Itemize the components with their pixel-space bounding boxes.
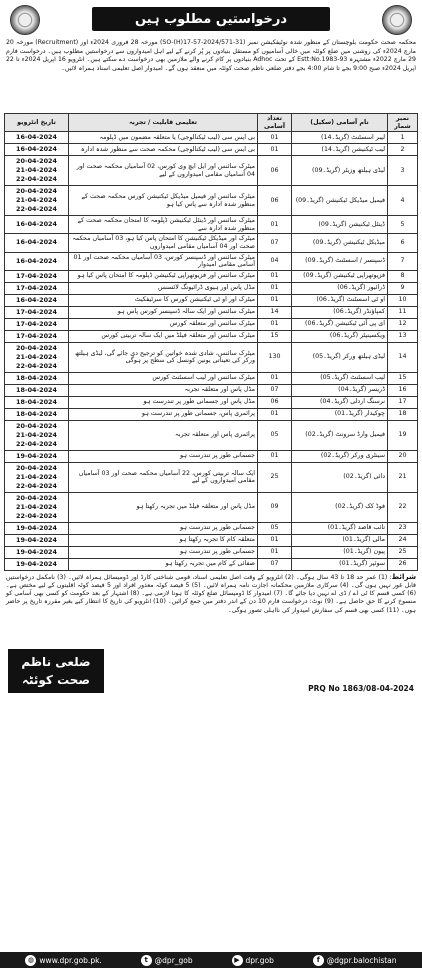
intro-paragraph: محکمہ صحت حکومت بلوچستان کے منظور شدہ نوٹیفکیشن نمبر (SO-(H)17-57-2024/571-31) مورخہ 28 فروری 2024ء اور (Recruitment) مورخہ 20 مارچ 2024ء کی روشنی میں ضلع کوئٹہ میں خالی آسامیوں کو مستقل بنیادوں پر پُر کرنے کے لیے اہل امیدواروں سے درخواستیں مطلوب ہیں۔ درخواست فارم 29 مارچ 2022ء مشتہرہ Estt:No.1983-93 کے تحت Adhoc بنیادوں پر کام کرنے والے ملازمین بھی درخواست دے سکتے ہیں۔ انٹرویو 16 اپریل 2024ء تا 22 اپریل 2024ء صبح 9:00 بجے تا شام 4:00 بجے دفتر ضلعی ناظم صحت کوئٹہ میں منعقد ہوں گے۔ امیدوار اصل تعلیمی اسناد ہمراہ لائیں۔ xyxy=(6,39,417,72)
row-interview-dates xyxy=(5,132,69,144)
row-interview-dates xyxy=(5,294,69,306)
row-interview-dates xyxy=(5,342,69,372)
row-qualification: ایک سالہ تربیتی کورس، 22 آسامیاں محکمہ صحت اور 03 آسامیاں مقامی امیدواروں کے لیے xyxy=(69,462,258,492)
interview-date: 16-04-2024 xyxy=(16,145,57,154)
interview-date: 17-04-2024 xyxy=(16,283,57,292)
row-serial: 10 xyxy=(388,294,418,306)
row-serial: 3 xyxy=(388,156,418,186)
row-count: 01 xyxy=(258,534,292,546)
row-count: 07 xyxy=(258,234,292,252)
table-row xyxy=(5,546,418,558)
row-serial: 20 xyxy=(388,450,418,462)
row-count: 01 xyxy=(258,294,292,306)
footer-youtube[interactable] xyxy=(232,955,274,966)
row-interview-dates xyxy=(5,522,69,534)
row-post: فوڈ کک (گریڈ۔02) xyxy=(292,492,388,522)
row-count: 01 xyxy=(258,132,292,144)
interview-date: 22-04-2024 xyxy=(16,481,57,490)
interview-date: 21-04-2024 xyxy=(16,472,57,481)
row-post: لیڈی ہیلتھ وزیٹر (گریڈ۔09) xyxy=(292,156,388,186)
website-text: www.dpr.gob.pk. xyxy=(39,955,102,965)
row-post: مالی (گریڈ۔01) xyxy=(292,534,388,546)
row-interview-dates xyxy=(5,186,69,216)
row-serial: 21 xyxy=(388,462,418,492)
interview-date: 16-04-2024 xyxy=(16,295,57,304)
row-post: او ٹی اسسٹنٹ (گریڈ۔06) xyxy=(292,294,388,306)
row-interview-dates xyxy=(5,144,69,156)
row-serial: 7 xyxy=(388,252,418,270)
table-row xyxy=(5,186,418,216)
page-title: درخواستیں مطلوب ہیں xyxy=(92,7,330,31)
interview-date: 18-04-2024 xyxy=(16,373,57,382)
table-row xyxy=(5,450,418,462)
interview-date: 20-04-2024 xyxy=(16,187,57,196)
row-post: میڈیکل ٹیکنیشن (گریڈ۔09) xyxy=(292,234,388,252)
row-qualification: میٹرک سائنس اور ڈینٹل ٹیکنیشن ڈپلومہ کا امتحان محکمہ صحت کے منظور شدہ ادارہ سے xyxy=(69,216,258,234)
row-serial: 9 xyxy=(388,282,418,294)
row-serial: 19 xyxy=(388,420,418,450)
row-count: 04 xyxy=(258,252,292,270)
row-post: چوکیدار (گریڈ۔01) xyxy=(292,408,388,420)
row-post: ویکسینیٹر (گریڈ۔06) xyxy=(292,330,388,342)
header-post: نام آسامی (سکیل) xyxy=(292,114,388,132)
row-interview-dates xyxy=(5,396,69,408)
row-serial: 14 xyxy=(388,342,418,372)
row-count: 06 xyxy=(258,186,292,216)
row-post: ای پی آئی ٹیکنیشن (گریڈ۔06) xyxy=(292,318,388,330)
header-qualification: تعلیمی قابلیت / تجربہ xyxy=(69,114,258,132)
interview-date: 20-04-2024 xyxy=(16,463,57,472)
interview-date: 16-04-2024 xyxy=(16,256,57,265)
row-serial: 23 xyxy=(388,522,418,534)
interview-date: 18-04-2024 xyxy=(16,397,57,406)
row-qualification: مڈل پاس اور متعلقہ تجربہ xyxy=(69,384,258,396)
row-interview-dates xyxy=(5,420,69,450)
prq-number: PRQ No 1863/08-04-2024 xyxy=(308,683,414,693)
row-interview-dates xyxy=(5,306,69,318)
row-interview-dates xyxy=(5,216,69,234)
signature-box xyxy=(8,649,104,693)
interview-date: 22-04-2024 xyxy=(16,205,57,214)
row-qualification: میٹرک اور او ٹی ٹیکنیشن کورس کا سرٹیفکیٹ xyxy=(69,294,258,306)
table-row xyxy=(5,132,418,144)
table-row xyxy=(5,270,418,282)
row-count: 05 xyxy=(258,522,292,534)
table-header-row xyxy=(5,114,418,132)
row-post: کمپاؤنڈر (گریڈ۔06) xyxy=(292,306,388,318)
table-row xyxy=(5,294,418,306)
row-serial: 4 xyxy=(388,186,418,216)
row-interview-dates xyxy=(5,234,69,252)
footer-twitter[interactable] xyxy=(141,955,193,966)
row-count: 01 xyxy=(258,216,292,234)
row-qualification: پرائمری پاس، جسمانی طور پر تندرست ہو xyxy=(69,408,258,420)
row-qualification: مڈل پاس اور جسمانی طور پر تندرست ہو xyxy=(69,396,258,408)
row-post: ڈریسر (گریڈ۔04) xyxy=(292,384,388,396)
row-qualification: جسمانی طور پر تندرست ہو xyxy=(69,522,258,534)
row-count: 130 xyxy=(258,342,292,372)
row-count: 01 xyxy=(258,408,292,420)
conditions-section: شرائط: (1) عمر حد 18 تا 43 سال ہوگی۔ (2) انٹرویو کے وقت اصل تعلیمی اسناد، قومی شناختی کارڈ اور ڈومیسائل ہمراہ لائیں۔ (3) نامکمل درخواستیں قابل غور نہیں ہوں گی۔ (4) سرکاری ملازمین محکمانہ اجازت نامہ ہمراہ لائیں۔ (5) 5 فیصد کوٹہ معذور افراد اور 5 فیصد کوٹہ اقلیتوں کے لیے مختص ہے۔ (6) کسی قسم کا ٹی اے / ڈی اے نہیں دیا جائے گا۔ (7) امیدوار کا ڈومیسائل ضلع کوئٹہ کا ہونا لازمی ہے۔ (8) اشتہار کے بعد حکومت کو کسی بھی آسامی کو منسوخ کرنے کا حق حاصل ہے۔ (9) نوٹ: درخواست فارم 10 دن کے اندر دفتر میں جمع کرائیں۔ (10) انٹرویو کی تاریخ کا انتظار کیے بغیر مقررہ تاریخ پر حاضر ہوں۔ (11) کسی بھی قسم کی سفارش امیدوار کی نااہلی تصور ہوگی۔ xyxy=(6,571,417,614)
row-qualification: میٹرک سائنس اور فزیوتھراپی ٹیکنیشن ڈپلومہ کا امتحان پاس کیا ہو xyxy=(69,270,258,282)
facebook-icon: f xyxy=(313,955,324,966)
row-count: 01 xyxy=(258,450,292,462)
header-interview-date: تاریخ انٹرویو xyxy=(5,114,69,132)
interview-date: 17-04-2024 xyxy=(16,331,57,340)
interview-date: 18-04-2024 xyxy=(16,409,57,418)
row-count: 06 xyxy=(258,396,292,408)
header-serial: نمبر شمار xyxy=(388,114,418,132)
conditions-text: (1) عمر حد 18 تا 43 سال ہوگی۔ (2) انٹرویو کے وقت اصل تعلیمی اسناد، قومی شناختی کارڈ اور ڈومیسائل ہمراہ لائیں۔ (3) نامکمل درخواستیں قابل غور نہیں ہوں گی۔ (4) سرکاری ملازمین محکمانہ اجازت نامہ ہمراہ لائیں۔ (5) 5 فیصد کوٹہ معذور افراد اور 5 فیصد کوٹہ اقلیتوں کے لیے مختص ہے۔ (6) کسی قسم کا ٹی اے / ڈی اے نہیں دیا جائے گا۔ (7) امیدوار کا ڈومیسائل ضلع کوئٹہ کا ہونا لازمی ہے۔ (8) اشتہار کے بعد حکومت کو کسی بھی آسامی کو منسوخ کرنے کا حق حاصل ہے۔ (9) نوٹ: درخواست فارم 10 دن کے اندر دفتر میں جمع کرائیں۔ (10) انٹرویو کی تاریخ کا انتظار کیے بغیر مقررہ تاریخ پر حاضر ہوں۔ (11) کسی بھی قسم کی سفارش امیدوار کی نااہلی تصور ہوگی۔ xyxy=(6,573,417,614)
row-interview-dates xyxy=(5,156,69,186)
row-count: 01 xyxy=(258,372,292,384)
row-qualification: پرائمری پاس اور متعلقہ تجربہ xyxy=(69,420,258,450)
row-post: فزیوتھراپی ٹیکنیشن (گریڈ۔09) xyxy=(292,270,388,282)
row-qualification: میٹرک سائنس اور متعلقہ کورس xyxy=(69,318,258,330)
signature-line-1: ضلعی ناظم xyxy=(21,654,91,669)
row-count: 25 xyxy=(258,462,292,492)
interview-date: 21-04-2024 xyxy=(16,196,57,205)
row-count: 07 xyxy=(258,558,292,570)
row-serial: 16 xyxy=(388,384,418,396)
row-interview-dates xyxy=(5,558,69,570)
interview-date: 17-04-2024 xyxy=(16,271,57,280)
table-row xyxy=(5,384,418,396)
table-row xyxy=(5,522,418,534)
row-interview-dates xyxy=(5,462,69,492)
interview-date: 17-04-2024 xyxy=(16,319,57,328)
row-interview-dates xyxy=(5,270,69,282)
table-row xyxy=(5,234,418,252)
row-post: لیب ٹیکنیشن (گریڈ۔14) xyxy=(292,144,388,156)
row-interview-dates xyxy=(5,252,69,270)
row-post: دائی (گریڈ۔02) xyxy=(292,462,388,492)
row-interview-dates xyxy=(5,282,69,294)
interview-date: 21-04-2024 xyxy=(16,430,57,439)
row-qualification: بی ایس سی (لیب ٹیکنالوجی) یا متعلقہ مضمون میں ڈپلومہ xyxy=(69,132,258,144)
interview-date: 19-04-2024 xyxy=(16,547,57,556)
row-post: ڈرائیور (گریڈ۔06) xyxy=(292,282,388,294)
row-qualification: جسمانی طور پر تندرست ہو xyxy=(69,546,258,558)
row-serial: 2 xyxy=(388,144,418,156)
row-serial: 18 xyxy=(388,408,418,420)
row-post: ڈسپنسر / اسسٹنٹ (گریڈ۔09) xyxy=(292,252,388,270)
row-serial: 12 xyxy=(388,318,418,330)
row-qualification: میٹرک سائنس اور متعلقہ فیلڈ میں ایک سالہ تربیتی کورس xyxy=(69,330,258,342)
row-serial: 11 xyxy=(388,306,418,318)
row-qualification: میٹرک سائنس اور ایک سالہ ڈسپنسر کورس پاس ہو xyxy=(69,306,258,318)
row-post: سوئپر (گریڈ۔01) xyxy=(292,558,388,570)
interview-date: 19-04-2024 xyxy=(16,535,57,544)
footer-website[interactable] xyxy=(25,955,101,966)
row-post: سینٹری ورکر (گریڈ۔02) xyxy=(292,450,388,462)
facebook-text: @dgpr.balochistan xyxy=(326,955,397,965)
twitter-icon: t xyxy=(141,955,152,966)
interview-date: 21-04-2024 xyxy=(16,502,57,511)
row-qualification: بی ایس سی (لیب ٹیکنالوجی) محکمہ صحت سے منظور شدہ ادارہ xyxy=(69,144,258,156)
row-qualification: صفائی کے کام میں تجربہ رکھتا ہو xyxy=(69,558,258,570)
row-serial: 1 xyxy=(388,132,418,144)
row-post: نرسنگ اردلی (گریڈ۔04) xyxy=(292,396,388,408)
table-row xyxy=(5,216,418,234)
interview-date: 20-04-2024 xyxy=(16,421,57,430)
row-serial: 6 xyxy=(388,234,418,252)
row-post: لیبر اسسٹنٹ (گریڈ۔14) xyxy=(292,132,388,144)
table-row xyxy=(5,306,418,318)
row-count: 01 xyxy=(258,270,292,282)
interview-date: 16-04-2024 xyxy=(16,220,57,229)
row-qualification: میٹرک اور میڈیکل ٹیکنیشن کا امتحان پاس کیا ہو، 03 آسامیاں محکمہ صحت اور 04 آسامیاں مقامی امیدواروں xyxy=(69,234,258,252)
row-serial: 15 xyxy=(388,372,418,384)
row-count: 01 xyxy=(258,546,292,558)
interview-date: 22-04-2024 xyxy=(16,511,57,520)
row-post: ڈینٹل ٹیکنیشن (گریڈ۔09) xyxy=(292,216,388,234)
twitter-text: @dpr_gob xyxy=(154,955,193,965)
interview-date: 16-04-2024 xyxy=(16,133,57,142)
table-row xyxy=(5,534,418,546)
table-row xyxy=(5,252,418,270)
table-row xyxy=(5,558,418,570)
footer-facebook[interactable] xyxy=(313,955,397,966)
youtube-icon: ▶ xyxy=(232,955,243,966)
conditions-heading: شرائط xyxy=(391,571,417,581)
globe-icon: ◍ xyxy=(25,955,36,966)
row-interview-dates xyxy=(5,546,69,558)
interview-date: 16-04-2024 xyxy=(16,238,57,247)
row-count: 01 xyxy=(258,144,292,156)
row-qualification: مڈل پاس اور ہیوی ڈرائیونگ لائسنس xyxy=(69,282,258,294)
row-qualification: میٹرک سائنس اور لیب اسسٹنٹ کورس xyxy=(69,372,258,384)
row-serial: 5 xyxy=(388,216,418,234)
interview-date: 19-04-2024 xyxy=(16,451,57,460)
row-serial: 26 xyxy=(388,558,418,570)
row-post: لیڈی ہیلتھ ورکر (گریڈ۔05) xyxy=(292,342,388,372)
government-emblem-left xyxy=(10,5,40,35)
row-count: 01 xyxy=(258,282,292,294)
row-post: فیمیل میڈیکل ٹیکنیشن (گریڈ۔09) xyxy=(292,186,388,216)
row-qualification: جسمانی طور پر تندرست ہو xyxy=(69,450,258,462)
table-row xyxy=(5,372,418,384)
row-post: فیمیل وارڈ سرونٹ (گریڈ۔02) xyxy=(292,420,388,450)
row-qualification: میٹرک سائنس اور ایل ایچ وی کورس، 02 آسامیاں محکمہ صحت اور 04 آسامیاں مقامی امیدواروں کے لیے xyxy=(69,156,258,186)
row-serial: 13 xyxy=(388,330,418,342)
row-interview-dates xyxy=(5,330,69,342)
row-count: 01 xyxy=(258,318,292,330)
table-row xyxy=(5,492,418,522)
row-post: لیب اسسٹنٹ (گریڈ۔05) xyxy=(292,372,388,384)
bottom-section xyxy=(4,647,418,695)
row-serial: 8 xyxy=(388,270,418,282)
table-row xyxy=(5,282,418,294)
row-interview-dates xyxy=(5,408,69,420)
signature-line-2: صحت کوئٹہ xyxy=(21,672,91,687)
row-serial: 22 xyxy=(388,492,418,522)
interview-date: 19-04-2024 xyxy=(16,559,57,568)
interview-date: 20-04-2024 xyxy=(16,493,57,502)
interview-date: 22-04-2024 xyxy=(16,361,57,370)
row-qualification: میٹرک سائنس اور ڈسپنسر کورس، 03 آسامیاں محکمہ صحت اور 01 آسامی مقامی امیدوار xyxy=(69,252,258,270)
row-interview-dates xyxy=(5,318,69,330)
header-count: تعداد آسامی xyxy=(258,114,292,132)
footer-bar xyxy=(0,952,422,968)
row-qualification: متعلقہ کام کا تجربہ رکھتا ہو xyxy=(69,534,258,546)
government-emblem-right xyxy=(382,5,412,35)
row-count: 05 xyxy=(258,420,292,450)
interview-date: 19-04-2024 xyxy=(16,523,57,532)
table-row xyxy=(5,318,418,330)
interview-date: 18-04-2024 xyxy=(16,385,57,394)
vacancies-table xyxy=(4,113,418,571)
table-row xyxy=(5,462,418,492)
table-row xyxy=(5,330,418,342)
table-row xyxy=(5,408,418,420)
row-count: 07 xyxy=(258,384,292,396)
table-row xyxy=(5,144,418,156)
row-qualification: میٹرک سائنس اور فیمیل میڈیکل ٹیکنیشن کورس محکمہ صحت کے منظور شدہ ادارہ سے پاس کیا ہو xyxy=(69,186,258,216)
table-row xyxy=(5,420,418,450)
youtube-text: dpr.gob xyxy=(245,955,274,965)
row-serial: 24 xyxy=(388,534,418,546)
interview-date: 22-04-2024 xyxy=(16,175,57,184)
row-serial: 17 xyxy=(388,396,418,408)
table-row xyxy=(5,342,418,372)
header xyxy=(4,3,418,39)
row-count: 09 xyxy=(258,492,292,522)
interview-date: 20-04-2024 xyxy=(16,157,57,166)
row-post: پیون (گریڈ۔01) xyxy=(292,546,388,558)
row-qualification: میٹرک سائنس، شادی شدہ خواتین کو ترجیح دی جائے گی، لیڈی ہیلتھ ورکر کی تعیناتی یونین کونسل کی سطح پر ہوگی xyxy=(69,342,258,372)
row-qualification: مڈل پاس اور متعلقہ فیلڈ میں تجربہ رکھتا ہو xyxy=(69,492,258,522)
row-interview-dates xyxy=(5,534,69,546)
row-interview-dates xyxy=(5,372,69,384)
table-body xyxy=(5,132,418,571)
row-interview-dates xyxy=(5,492,69,522)
interview-date: 17-04-2024 xyxy=(16,307,57,316)
row-interview-dates xyxy=(5,384,69,396)
table-row xyxy=(5,396,418,408)
interview-date: 21-04-2024 xyxy=(16,352,57,361)
interview-date: 20-04-2024 xyxy=(16,343,57,352)
interview-date: 21-04-2024 xyxy=(16,166,57,175)
table-row xyxy=(5,156,418,186)
row-serial: 25 xyxy=(388,546,418,558)
row-post: نائب قاصد (گریڈ۔01) xyxy=(292,522,388,534)
row-count: 15 xyxy=(258,330,292,342)
interview-date: 22-04-2024 xyxy=(16,439,57,448)
row-count: 06 xyxy=(258,156,292,186)
row-interview-dates xyxy=(5,450,69,462)
row-count: 14 xyxy=(258,306,292,318)
